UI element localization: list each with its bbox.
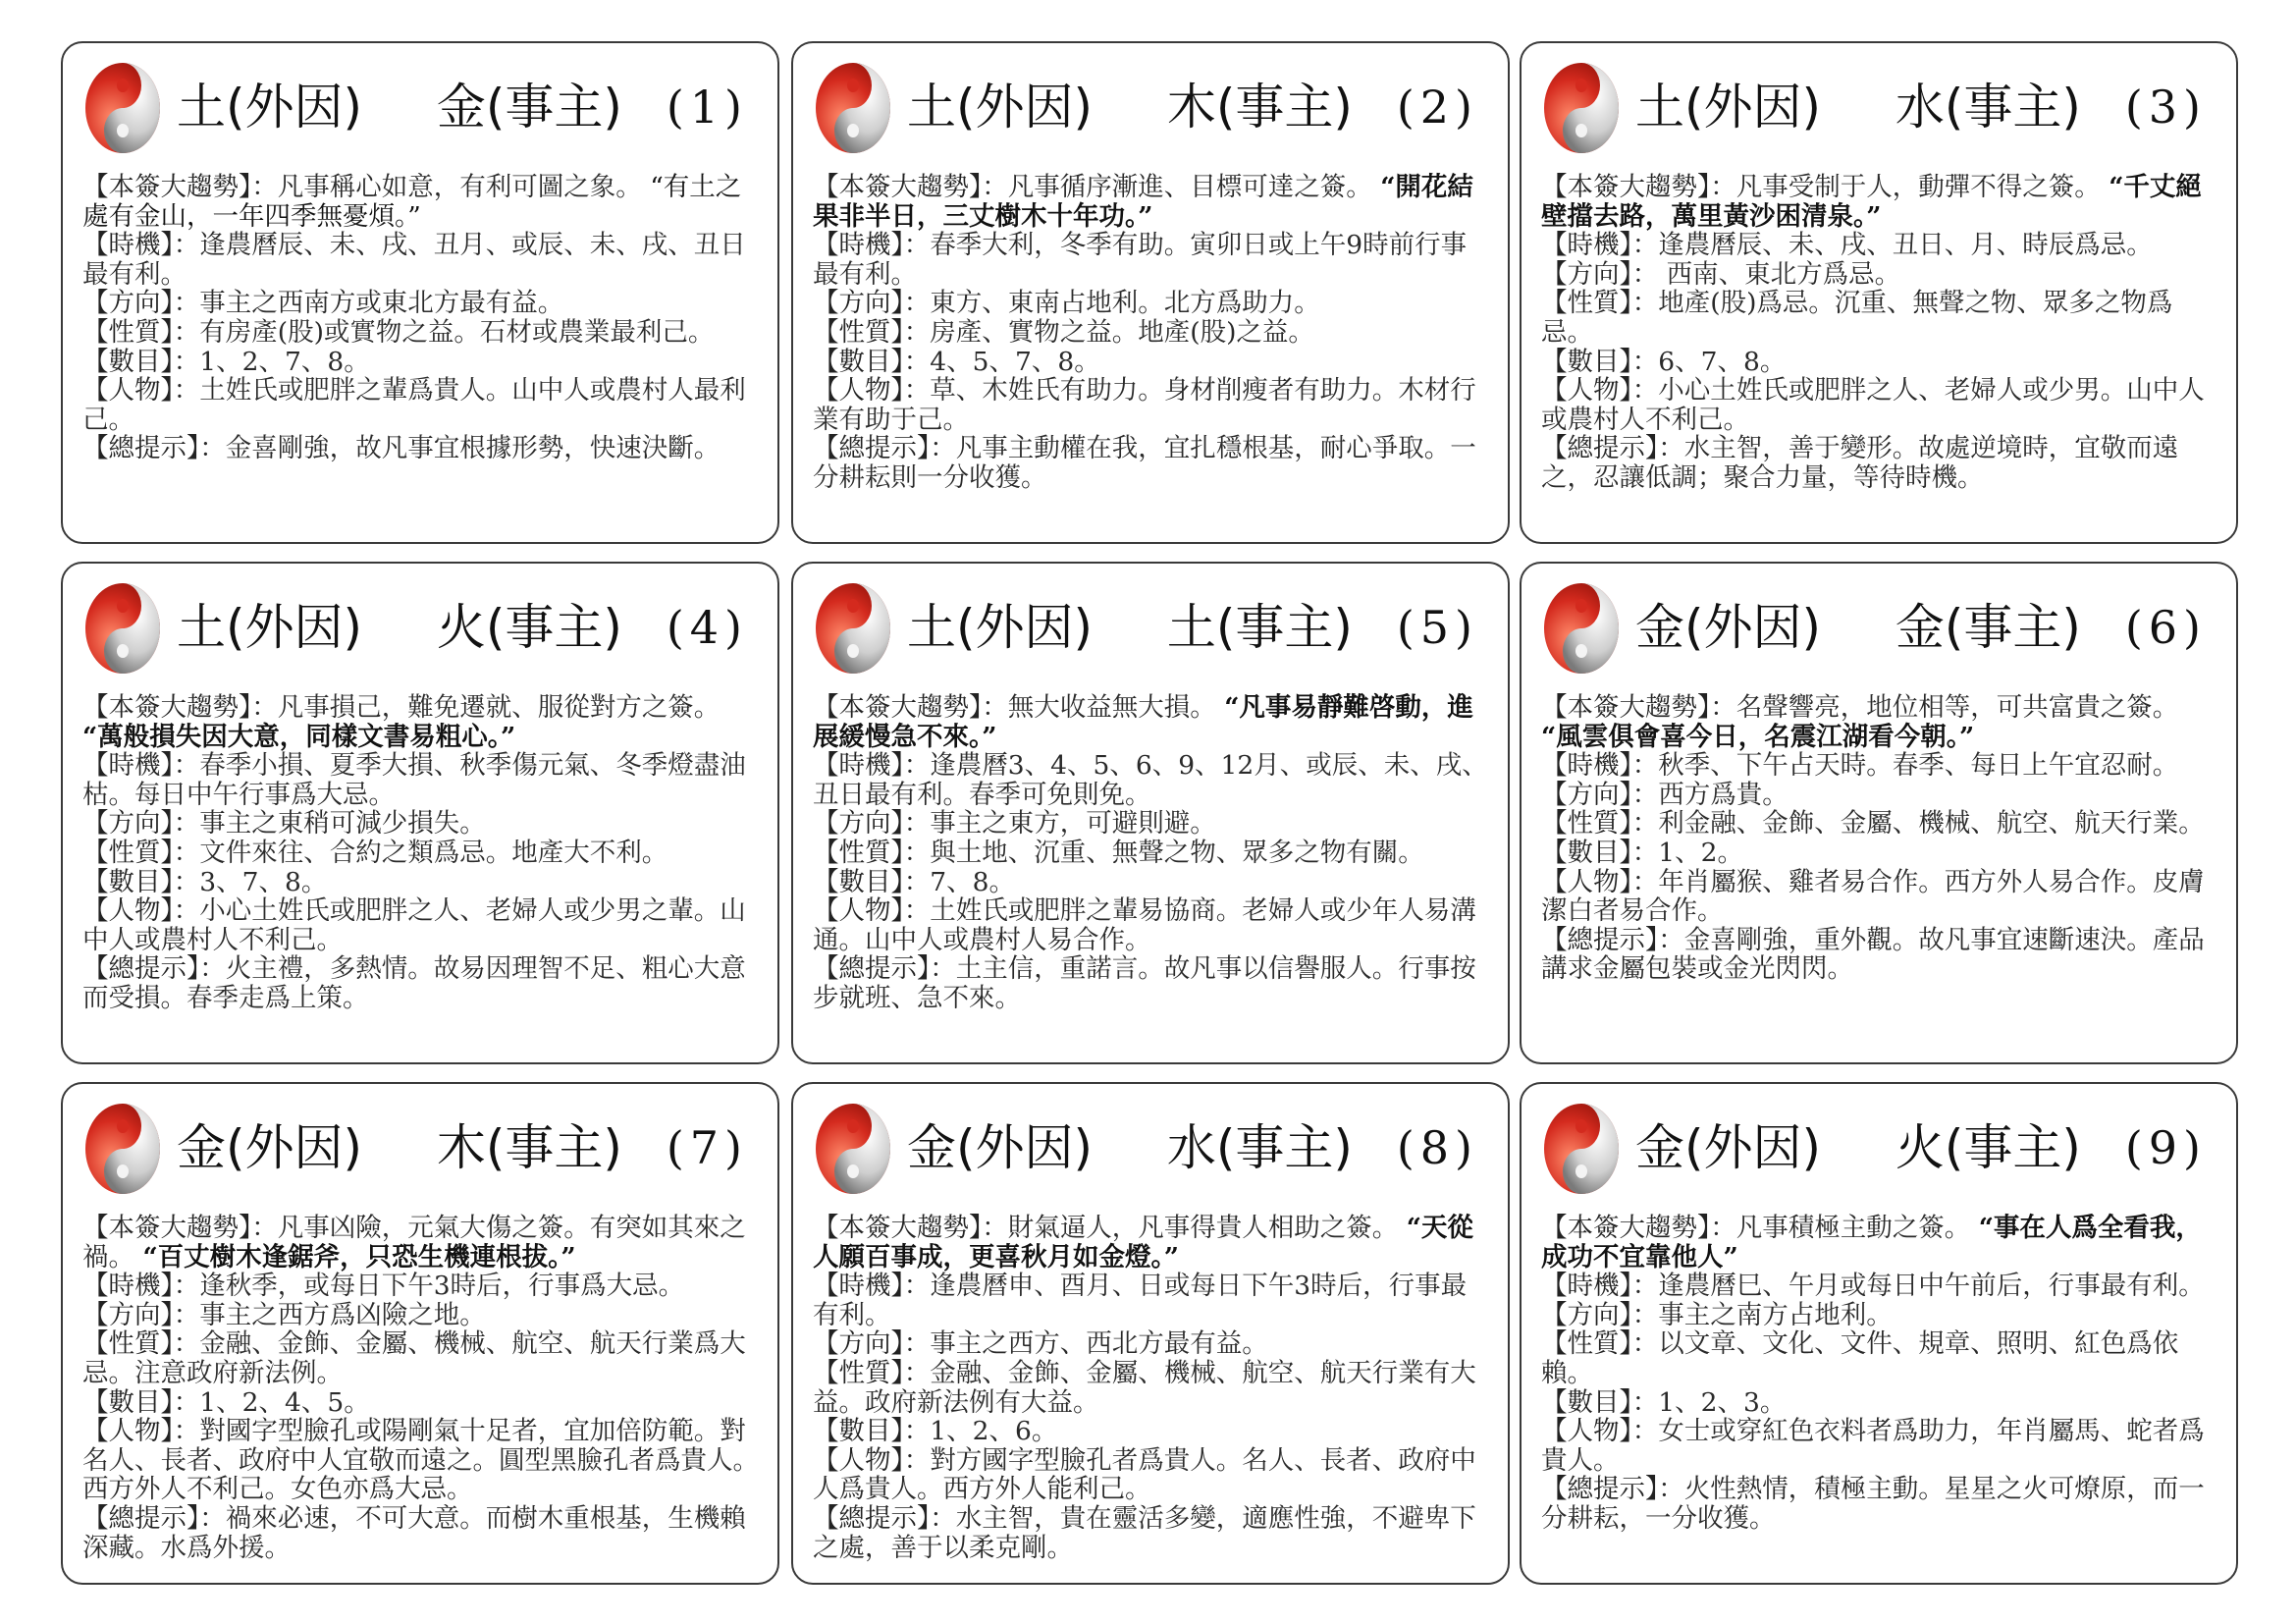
section-label: 【總提示】 (813, 1502, 931, 1534)
section-text: ：逢秋季，或每日下午3時后，行事爲大忌。 (173, 1271, 685, 1302)
section-text: ：1、2。 (1631, 837, 1743, 868)
section-text: ：對國字型臉孔或陽剛氣十足者，宜加倍防範。對名人、長者、政府中人宜敬而遠之。圓型黑臉孔者爲貴人。西方外人不利己。女色亦爲大忌。 (82, 1416, 759, 1505)
section-text: ：3、7、8。 (173, 866, 328, 897)
card-number: (9) (2124, 1121, 2207, 1174)
fortune-card (791, 41, 1510, 544)
taiji-icon (82, 59, 163, 157)
card-title (1635, 583, 2216, 672)
outer-cause: 金(外因) (907, 1119, 1094, 1176)
card-quote: “風雲俱會喜今日，名震江湖看今朝。” (1541, 721, 1975, 752)
subject-element: 火(事主) (436, 599, 622, 656)
section-label: 【人物】 (813, 375, 904, 406)
section-text: ：凡事凶險，元氣大傷之簽。有突如其來之禍。 (82, 1213, 746, 1272)
card-section (82, 1388, 760, 1418)
card-section (813, 1272, 1490, 1329)
section-label: 【時機】 (1541, 750, 1632, 782)
section-text: ：利金融、金飾、金屬、機械、航空、航天行業。 (1631, 808, 2205, 839)
section-text: ：1、2、4、5。 (173, 1386, 370, 1418)
section-label: 【時機】 (82, 750, 174, 782)
outer-cause: 金(外因) (1635, 1119, 1822, 1176)
section-label: 【本簽大趨勢】 (1541, 172, 1711, 202)
card-section (82, 809, 760, 839)
section-text: ：事主之東稍可減少損失。 (173, 808, 486, 839)
card-header (1541, 55, 2216, 163)
section-text: ：事主之西方爲凶險之地。 (173, 1299, 486, 1330)
section-text: ：財氣逼人，凡事得貴人相助之簽。 (982, 1213, 1399, 1243)
section-label: 【總提示】 (1541, 1474, 1659, 1505)
card-section (1541, 1214, 2218, 1272)
card-section (813, 751, 1490, 809)
section-label: 【人物】 (1541, 1416, 1632, 1447)
card-quote: “凡事易靜難啓動，進展緩慢急不來。” (813, 692, 1473, 752)
fortune-card (61, 562, 779, 1064)
section-label: 【方向】 (1541, 1299, 1632, 1330)
section-label: 【時機】 (813, 1271, 904, 1302)
section-label: 【數目】 (1541, 346, 1632, 377)
card-number: (5) (1396, 601, 1478, 654)
card-number: (4) (666, 601, 748, 654)
section-label: 【人物】 (813, 1444, 904, 1476)
card-section (813, 1359, 1490, 1417)
card-section (82, 289, 760, 318)
section-label: 【數目】 (813, 866, 904, 897)
card-section (82, 954, 760, 1012)
card-section (1541, 1417, 2218, 1475)
section-label: 【人物】 (82, 1416, 174, 1447)
section-text: ：6、7、8。 (1631, 346, 1787, 377)
section-label: 【性質】 (1541, 808, 1632, 839)
card-section (813, 348, 1490, 377)
card-quote: “千丈絕壁擋去路，萬里黃沙困清泉。” (1541, 172, 2202, 232)
card-body (1541, 1214, 2218, 1573)
section-label: 【方向】 (82, 808, 174, 839)
card-header (813, 1096, 1488, 1204)
card-section (813, 434, 1490, 492)
section-label: 【本簽大趨勢】 (1541, 1213, 1711, 1243)
section-text: ：逢農曆辰、未、戌、丑月、或辰、未、戌、丑日最有利。 (82, 230, 746, 290)
card-section (813, 231, 1490, 289)
taiji-icon (813, 59, 893, 157)
card-header (813, 575, 1488, 683)
card-section (1541, 751, 2218, 781)
outer-cause: 土(外因) (1635, 79, 1822, 135)
section-text: ：西方爲貴。 (1631, 779, 1789, 810)
subject-element: 土(事主) (1166, 599, 1353, 656)
section-label: 【性質】 (82, 837, 174, 868)
section-text: ：春季大利，冬季有助。寅卯日或上午9時前行事最有利。 (813, 230, 1468, 290)
outer-cause: 土(外因) (907, 599, 1094, 656)
section-text: ：土姓氏或肥胖之輩易協商。老婦人或少年人易溝通。山中人或農村人易合作。 (813, 895, 1476, 955)
card-section (1541, 260, 2218, 290)
fortune-card (61, 1082, 779, 1585)
section-label: 【總提示】 (82, 433, 200, 464)
card-title (907, 63, 1488, 151)
section-label: 【性質】 (813, 1357, 904, 1388)
card-section (82, 434, 760, 463)
card-body (82, 173, 760, 532)
card-body (82, 693, 760, 1053)
section-label: 【人物】 (1541, 866, 1632, 897)
taiji-icon (1541, 1100, 1622, 1198)
section-text: ：事主之南方占地利。 (1631, 1299, 1893, 1330)
card-section (1541, 839, 2218, 868)
card-section (813, 1504, 1490, 1562)
section-label: 【人物】 (82, 375, 174, 406)
card-section (1541, 781, 2218, 810)
section-label: 【性質】 (82, 1328, 174, 1360)
card-section (82, 693, 760, 751)
card-section (1541, 1475, 2218, 1533)
outer-cause: 土(外因) (177, 79, 363, 135)
section-text: ：房產、實物之益。地產(股)之益。 (903, 316, 1314, 348)
card-section (1541, 809, 2218, 839)
card-header (82, 55, 758, 163)
section-text: ：東方、東南占地利。北方爲助力。 (903, 288, 1320, 319)
subject-element: 木(事主) (1166, 79, 1353, 135)
card-quote: “百丈樹木逢鋸斧，只恐生機連根拔。” (142, 1241, 576, 1272)
card-quote: “有土之處有金山，一年四季無憂煩。” (82, 172, 742, 232)
section-label: 【本簽大趨勢】 (82, 172, 252, 202)
card-quote: “開花結果非半日，三丈樹木十年功。” (813, 172, 1473, 232)
card-section (1541, 434, 2218, 492)
card-section (813, 1214, 1490, 1272)
card-number: (6) (2124, 601, 2207, 654)
card-number: (2) (1396, 81, 1478, 134)
subject-element: 木(事主) (436, 1119, 622, 1176)
fortune-card (61, 41, 779, 544)
section-label: 【數目】 (1541, 1386, 1632, 1418)
section-text: ：禍來必速，不可大意。而樹木重根基，生機賴深藏。水爲外援。 (82, 1502, 746, 1563)
taiji-icon (1541, 579, 1622, 677)
card-title (1635, 63, 2216, 151)
card-number: (3) (2124, 81, 2207, 134)
section-label: 【本簽大趨勢】 (813, 172, 983, 202)
section-label: 【方向】 (813, 808, 904, 839)
section-label: 【本簽大趨勢】 (1541, 692, 1711, 723)
card-section (813, 1417, 1490, 1446)
section-text: ：金喜剛強，故凡事宜根據形勢，快速決斷。 (199, 433, 721, 464)
section-text: ：逢農曆3、4、5、6、9、12月、或辰、未、戌、丑日最有利。春季可免則免。 (813, 750, 1488, 810)
fortune-card (1520, 1082, 2238, 1585)
card-section (82, 231, 760, 289)
card-title (1635, 1104, 2216, 1192)
outer-cause: 金(外因) (177, 1119, 363, 1176)
card-title (907, 583, 1488, 672)
card-section (1541, 1388, 2218, 1418)
section-label: 【數目】 (82, 866, 174, 897)
section-label: 【人物】 (82, 895, 174, 927)
section-text: ：火性熱情，積極主動。星星之火可燎原，而一分耕耘，一分收獲。 (1541, 1474, 2205, 1534)
card-section (82, 1329, 760, 1387)
card-section (82, 1504, 760, 1562)
section-text: ：土姓氏或肥胖之輩爲貴人。山中人或農村人最利己。 (82, 375, 746, 435)
card-number: (1) (666, 81, 748, 134)
card-quote: “萬般損失因大意，同樣文書易粗心。” (82, 721, 516, 752)
card-body (82, 1214, 760, 1573)
card-section (1541, 693, 2218, 751)
section-text: ：凡事受制于人，動彈不得之簽。 (1710, 172, 2101, 202)
section-label: 【數目】 (813, 1416, 904, 1447)
section-label: 【方向】 (813, 288, 904, 319)
section-label: 【本簽大趨勢】 (82, 692, 252, 723)
section-text: ：凡事稱心如意，有利可圖之象。 (251, 172, 642, 202)
subject-element: 水(事主) (1895, 79, 2081, 135)
section-label: 【本簽大趨勢】 (813, 692, 983, 723)
card-section (1541, 348, 2218, 377)
taiji-icon (1541, 59, 1622, 157)
taiji-icon (813, 1100, 893, 1198)
card-body (813, 1214, 1490, 1573)
fortune-card (791, 562, 1510, 1064)
section-label: 【時機】 (1541, 230, 1632, 261)
section-label: 【性質】 (1541, 288, 1632, 319)
card-section (1541, 289, 2218, 347)
section-label: 【時機】 (813, 750, 904, 782)
section-text: ：凡事積極主動之簽。 (1710, 1213, 1971, 1243)
card-section (813, 376, 1490, 434)
section-label: 【本簽大趨勢】 (82, 1213, 252, 1243)
section-label: 【方向】 (82, 1299, 174, 1330)
card-section (82, 1214, 760, 1272)
card-section (82, 751, 760, 809)
card-section (1541, 926, 2218, 984)
section-text: ：水主智，貴在靈活多變，適應性強，不避卑下之處，善于以柔克剛。 (813, 1502, 1476, 1563)
section-text: ：逢農曆巳、午月或每日中午前后，行事最有利。 (1631, 1271, 2205, 1302)
section-text: ：以文章、文化、文件、規章、照明、紅色爲依賴。 (1541, 1328, 2179, 1388)
section-text: ：土主信，重諾言。故凡事以信譽服人。行事按步就班、急不來。 (813, 953, 1476, 1013)
section-text: ：1、2、7、8。 (173, 346, 370, 377)
section-text: ：1、2、6。 (903, 1416, 1058, 1447)
taiji-icon (82, 579, 163, 677)
section-text: ：地產(股)爲忌。沉重、無聲之物、眾多之物爲忌。 (1541, 288, 2173, 348)
subject-element: 金(事主) (1895, 599, 2081, 656)
fortune-card (791, 1082, 1510, 1585)
card-number: (8) (1396, 1121, 1478, 1174)
card-section (813, 1446, 1490, 1504)
section-text: ：女士或穿紅色衣料者爲助力，年肖屬馬、蛇者爲貴人。 (1541, 1416, 2205, 1476)
card-section (82, 173, 760, 231)
card-section (1541, 1272, 2218, 1301)
card-body (1541, 693, 2218, 1053)
section-text: ：有房產(股)或實物之益。石材或農業最利己。 (173, 316, 715, 348)
section-text: ：事主之東方，可避則避。 (903, 808, 1216, 839)
card-title (907, 1104, 1488, 1192)
section-label: 【方向】 (82, 288, 174, 319)
card-section (813, 1329, 1490, 1359)
section-label: 【人物】 (1541, 375, 1632, 406)
card-section (1541, 1301, 2218, 1330)
card-body (1541, 173, 2218, 532)
section-text: ：金融、金飾、金屬、機械、航空、航天行業有大益。政府新法例有大益。 (813, 1357, 1476, 1418)
card-header (1541, 575, 2216, 683)
card-header (1541, 1096, 2216, 1204)
card-body (813, 173, 1490, 532)
section-text: ：年肖屬猴、雞者易合作。西方外人易合作。皮膚潔白者易合作。 (1541, 866, 2205, 927)
card-section (1541, 231, 2218, 260)
card-section (82, 839, 760, 868)
card-header (82, 1096, 758, 1204)
section-label: 【方向】 (813, 1328, 904, 1360)
taiji-icon (82, 1100, 163, 1198)
section-text: ：事主之西南方或東北方最有益。 (173, 288, 564, 319)
section-text: ：事主之西方、西北方最有益。 (903, 1328, 1268, 1360)
section-label: 【人物】 (813, 895, 904, 927)
section-text: ：小心土姓氏或肥胖之人、老婦人或少男。山中人或農村人不利己。 (1541, 375, 2205, 435)
section-label: 【總提示】 (1541, 433, 1659, 464)
taiji-icon (813, 579, 893, 677)
section-text: ：4、5、7、8。 (903, 346, 1100, 377)
section-text: ：火主禮，多熱情。故易因理智不足、粗心大意而受損。春季走爲上策。 (82, 953, 746, 1013)
section-label: 【性質】 (813, 316, 904, 348)
section-label: 【總提示】 (813, 953, 931, 985)
card-section (82, 348, 760, 377)
card-title (177, 63, 758, 151)
section-label: 【數目】 (1541, 837, 1632, 868)
section-text: ：小心土姓氏或肥胖之人、老婦人或少男之輩。山中人或農村人不利己。 (82, 895, 746, 955)
section-text: ：水主智，善于變形。故處逆境時，宜敬而遠之，忍讓低調；聚合力量，等待時機。 (1541, 433, 2179, 493)
section-label: 【本簽大趨勢】 (813, 1213, 983, 1243)
section-label: 【時機】 (1541, 1271, 1632, 1302)
section-text: ：凡事主動權在我，宜扎穩根基，耐心爭取。一分耕耘則一分收獲。 (813, 433, 1476, 493)
section-text: ：金融、金飾、金屬、機械、航空、航天行業爲大忌。注意政府新法例。 (82, 1328, 746, 1388)
section-label: 【時機】 (82, 230, 174, 261)
card-section (813, 173, 1490, 231)
card-section (1541, 868, 2218, 926)
card-title (177, 1104, 758, 1192)
section-text: ： 西南、東北方爲忌。 (1631, 258, 1901, 290)
card-quote: “事在人爲全看我，成功不宜靠他人” (1541, 1213, 2202, 1272)
section-label: 【性質】 (813, 837, 904, 868)
section-label: 【數目】 (82, 346, 174, 377)
outer-cause: 金(外因) (1635, 599, 1822, 656)
section-label: 【總提示】 (813, 433, 931, 464)
section-label: 【性質】 (82, 316, 174, 348)
section-text: ：名聲響亮，地位相等，可共富貴之簽。 (1710, 692, 2179, 723)
section-label: 【性質】 (1541, 1328, 1632, 1360)
section-label: 【時機】 (82, 1271, 174, 1302)
card-section (813, 954, 1490, 1012)
section-text: ：逢農曆辰、未、戌、丑日、月、時辰爲忌。 (1631, 230, 2153, 261)
outer-cause: 土(外因) (907, 79, 1094, 135)
section-label: 【總提示】 (82, 1502, 200, 1534)
section-text: ：凡事循序漸進、目標可達之簽。 (982, 172, 1372, 202)
section-text: ：凡事損己，難免遷就、服從對方之簽。 (251, 692, 721, 723)
fortune-card (1520, 562, 2238, 1064)
card-body (813, 693, 1490, 1053)
section-label: 【時機】 (813, 230, 904, 261)
card-section (813, 693, 1490, 751)
card-section (82, 1272, 760, 1301)
section-text: ：春季小損、夏季大損、秋季傷元氣、冬季燈盡油枯。每日中午行事爲大忌。 (82, 750, 746, 810)
card-header (813, 55, 1488, 163)
section-label: 【方向】 (1541, 258, 1632, 290)
subject-element: 水(事主) (1166, 1119, 1353, 1176)
card-section (813, 289, 1490, 318)
card-section (813, 868, 1490, 897)
subject-element: 金(事主) (436, 79, 622, 135)
section-label: 【方向】 (1541, 779, 1632, 810)
card-title (177, 583, 758, 672)
section-text: ：7、8。 (903, 866, 1015, 897)
card-header (82, 575, 758, 683)
card-section (1541, 376, 2218, 434)
section-label: 【總提示】 (82, 953, 200, 985)
card-section (82, 318, 760, 348)
section-text: ：秋季、下午占天時。春季、每日上午宜忍耐。 (1631, 750, 2179, 782)
section-label: 【總提示】 (1541, 924, 1659, 955)
card-section (1541, 173, 2218, 231)
section-text: ：與土地、沉重、無聲之物、眾多之物有關。 (903, 837, 1424, 868)
section-text: ：無大收益無大損。 (982, 692, 1216, 723)
card-section (82, 868, 760, 897)
subject-element: 火(事主) (1895, 1119, 2081, 1176)
card-section (82, 896, 760, 954)
card-section (813, 896, 1490, 954)
section-text: ：逢農曆申、酉月、日或每日下午3時后，行事最有利。 (813, 1271, 1468, 1330)
card-section (1541, 1329, 2218, 1387)
card-section (813, 839, 1490, 868)
section-text: ：1、2、3。 (1631, 1386, 1787, 1418)
outer-cause: 土(外因) (177, 599, 363, 656)
card-quote: “天從人願百事成，更喜秋月如金燈。” (813, 1213, 1473, 1272)
section-text: ：對方國字型臉孔者爲貴人。名人、長者、政府中人爲貴人。西方外人能利己。 (813, 1444, 1476, 1505)
card-number: (7) (666, 1121, 748, 1174)
section-text: ：金喜剛強，重外觀。故凡事宜速斷速決。產品講求金屬包裝或金光閃閃。 (1541, 924, 2205, 985)
card-section (813, 318, 1490, 348)
section-label: 【數目】 (82, 1386, 174, 1418)
card-section (82, 376, 760, 434)
section-text: ：草、木姓氏有助力。身材削瘦者有助力。木材行業有助于己。 (813, 375, 1476, 435)
section-text: ：文件來往、合約之類爲忌。地產大不利。 (173, 837, 668, 868)
fortune-card (1520, 41, 2238, 544)
card-section (813, 809, 1490, 839)
card-section (82, 1417, 760, 1504)
card-section (82, 1301, 760, 1330)
section-label: 【數目】 (813, 346, 904, 377)
